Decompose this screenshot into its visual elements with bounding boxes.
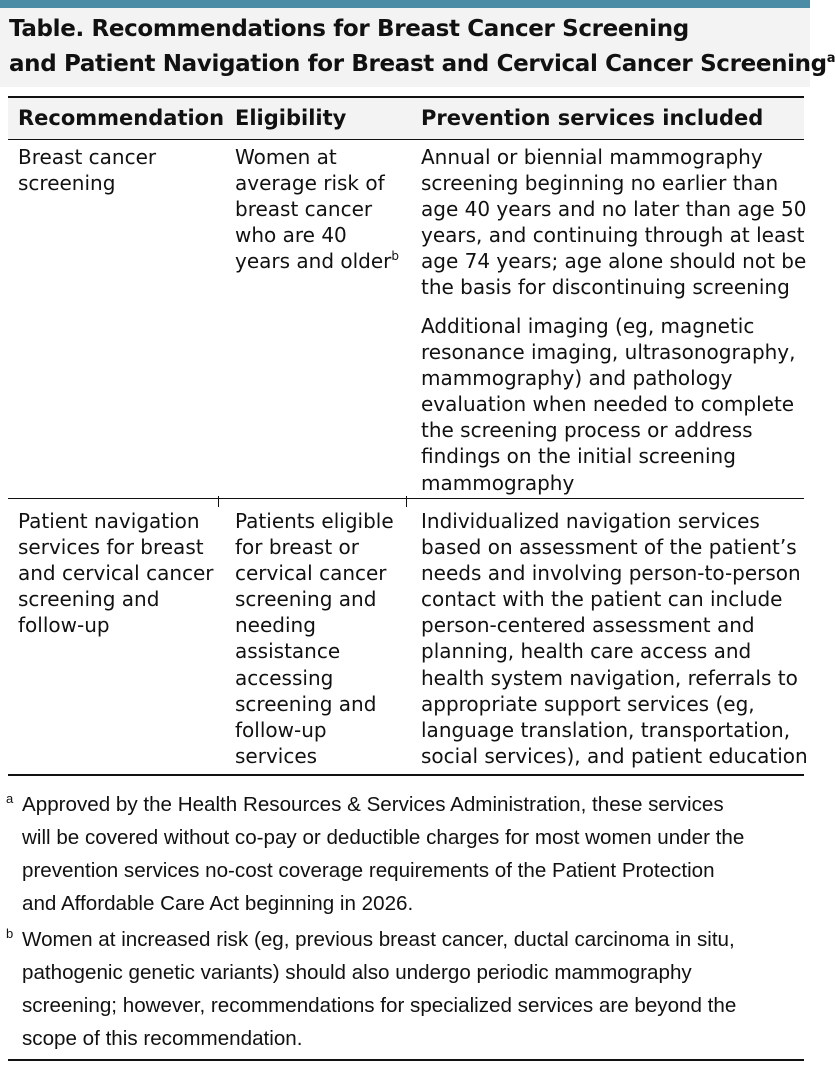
- col-header-eligibility: Eligibility: [235, 106, 347, 130]
- footnote-line: b Women at increased risk (eg, previous breast cancer, ductal carcinoma in situ,: [6, 926, 735, 951]
- text-line-content: years and older: [235, 249, 392, 274]
- text-line: social services), and patient education: [421, 743, 808, 768]
- footnote-line: [6, 1022, 736, 1055]
- footnote-line-text: will be covered without co-pay or deductible charges for most women under the: [22, 826, 745, 849]
- footnote-line: [6, 887, 744, 920]
- text-line: average risk of: [235, 171, 385, 196]
- footnote-line-text: scope of this recommendation.: [22, 1027, 303, 1050]
- text-line: based on assessment of the patient’s: [421, 535, 797, 560]
- table-title-line-2-text: and Patient Navigation for Breast and Cervical Cancer Screening: [9, 51, 827, 77]
- text-line: Women at: [235, 145, 337, 169]
- row-1-services-paragraph-1: [421, 144, 806, 301]
- row-2-eligibility: [235, 508, 394, 769]
- row-2-recommendation: [18, 508, 214, 638]
- footnote-line: [6, 821, 744, 854]
- text-line: Additional imaging (eg, magnetic: [421, 314, 755, 338]
- footnote-line-text: and Affordable Care Act beginning in 2026.: [22, 892, 414, 915]
- text-line: assistance: [235, 639, 341, 664]
- text-line: and cervical cancer: [18, 561, 214, 586]
- col-header-services: Prevention services included: [421, 106, 764, 130]
- text-line: planning, health care access and: [421, 639, 752, 664]
- text-line: services: [235, 743, 318, 768]
- text-line: needs and involving person-to-person: [421, 561, 801, 586]
- table-title-line-2: [9, 51, 835, 77]
- column-divider-tick: [218, 496, 219, 507]
- table-title-line-1: Table. Recommendations for Breast Cancer Screening: [9, 16, 689, 42]
- text-line: Individualized navigation services: [421, 509, 760, 533]
- text-line: Patients eligible: [235, 509, 394, 533]
- text-line: resonance imaging, ultrasonography,: [421, 340, 796, 365]
- footnote-line-text: pathogenic genetic variants) should also undergo periodic mammography: [22, 961, 692, 984]
- row-1-services-paragraph-2: [421, 313, 796, 496]
- footnote-line: [6, 989, 736, 1022]
- text-line: person-centered assessment and: [421, 613, 755, 638]
- text-line: language translation, transportation,: [421, 717, 791, 742]
- text-line: follow-up: [235, 717, 327, 742]
- text-line: accessing: [235, 665, 334, 690]
- header-bottom-rule: [8, 139, 804, 140]
- col-header-recommendation: Recommendation: [18, 106, 225, 130]
- column-divider-tick: [406, 496, 407, 507]
- text-line: screening: [18, 171, 116, 196]
- footnote-line: [6, 956, 736, 989]
- text-line: screening and: [18, 587, 160, 612]
- page-bottom-rule: [8, 1059, 804, 1061]
- footnote-mark-b: b: [391, 249, 400, 264]
- text-line: years, and continuing through at least: [421, 223, 805, 248]
- text-line: Patient navigation: [18, 509, 200, 533]
- text-line: health system navigation, referrals to: [421, 665, 798, 690]
- text-line: cervical cancer: [235, 561, 387, 586]
- text-line: mammography: [421, 470, 575, 495]
- footnote-line: a Approved by the Health Resources & Services Administration, these services: [6, 791, 724, 816]
- text-line: evaluation when needed to complete: [421, 392, 795, 417]
- footnote-b: [6, 923, 736, 1055]
- footnote-line: [6, 854, 744, 887]
- text-line: findings on the initial screening: [421, 444, 736, 469]
- text-line: who are 40: [235, 223, 347, 248]
- title-footnote-mark: a: [826, 51, 835, 66]
- text-line: Breast cancer: [18, 145, 157, 169]
- text-line: the basis for discontinuing screening: [421, 275, 790, 300]
- row-1-recommendation: [18, 144, 156, 196]
- text-line: Annual or biennial mammography: [421, 145, 763, 169]
- text-line: mammography) and pathology: [421, 366, 733, 391]
- text-line: contact with the patient can include: [421, 587, 783, 612]
- text-line: for breast or: [235, 535, 359, 560]
- text-line: screening and: [235, 691, 377, 716]
- footnote-line-text: Women at increased risk (eg, previous breast cancer, ductal carcinoma in situ,: [22, 928, 735, 951]
- text-line: [235, 248, 399, 274]
- text-line: services for breast: [18, 535, 204, 560]
- row-1-eligibility: [235, 144, 399, 274]
- text-line: appropriate support services (eg,: [421, 691, 755, 716]
- text-line: screening beginning no earlier than: [421, 171, 779, 196]
- text-line: breast cancer: [235, 197, 373, 222]
- top-accent-rule: [0, 0, 810, 8]
- text-line: age 40 years and no later than age 50: [421, 197, 807, 222]
- footnote-line-text: screening; however, recommendations for specialized services are beyond the: [22, 994, 737, 1017]
- row-2-services: [421, 508, 808, 769]
- table-bottom-rule: [8, 774, 804, 776]
- footnote-a: [6, 788, 744, 920]
- text-line: follow-up: [18, 613, 110, 638]
- footnote-line-text: Approved by the Health Resources & Services Administration, these services: [22, 793, 724, 816]
- text-line: the screening process or address: [421, 418, 753, 443]
- text-line: needing: [235, 613, 316, 638]
- text-line: screening and: [235, 587, 377, 612]
- footnote-line-text: prevention services no-cost coverage requirements of the Patient Protection: [22, 859, 715, 882]
- text-line: age 74 years; age alone should not be: [421, 249, 807, 274]
